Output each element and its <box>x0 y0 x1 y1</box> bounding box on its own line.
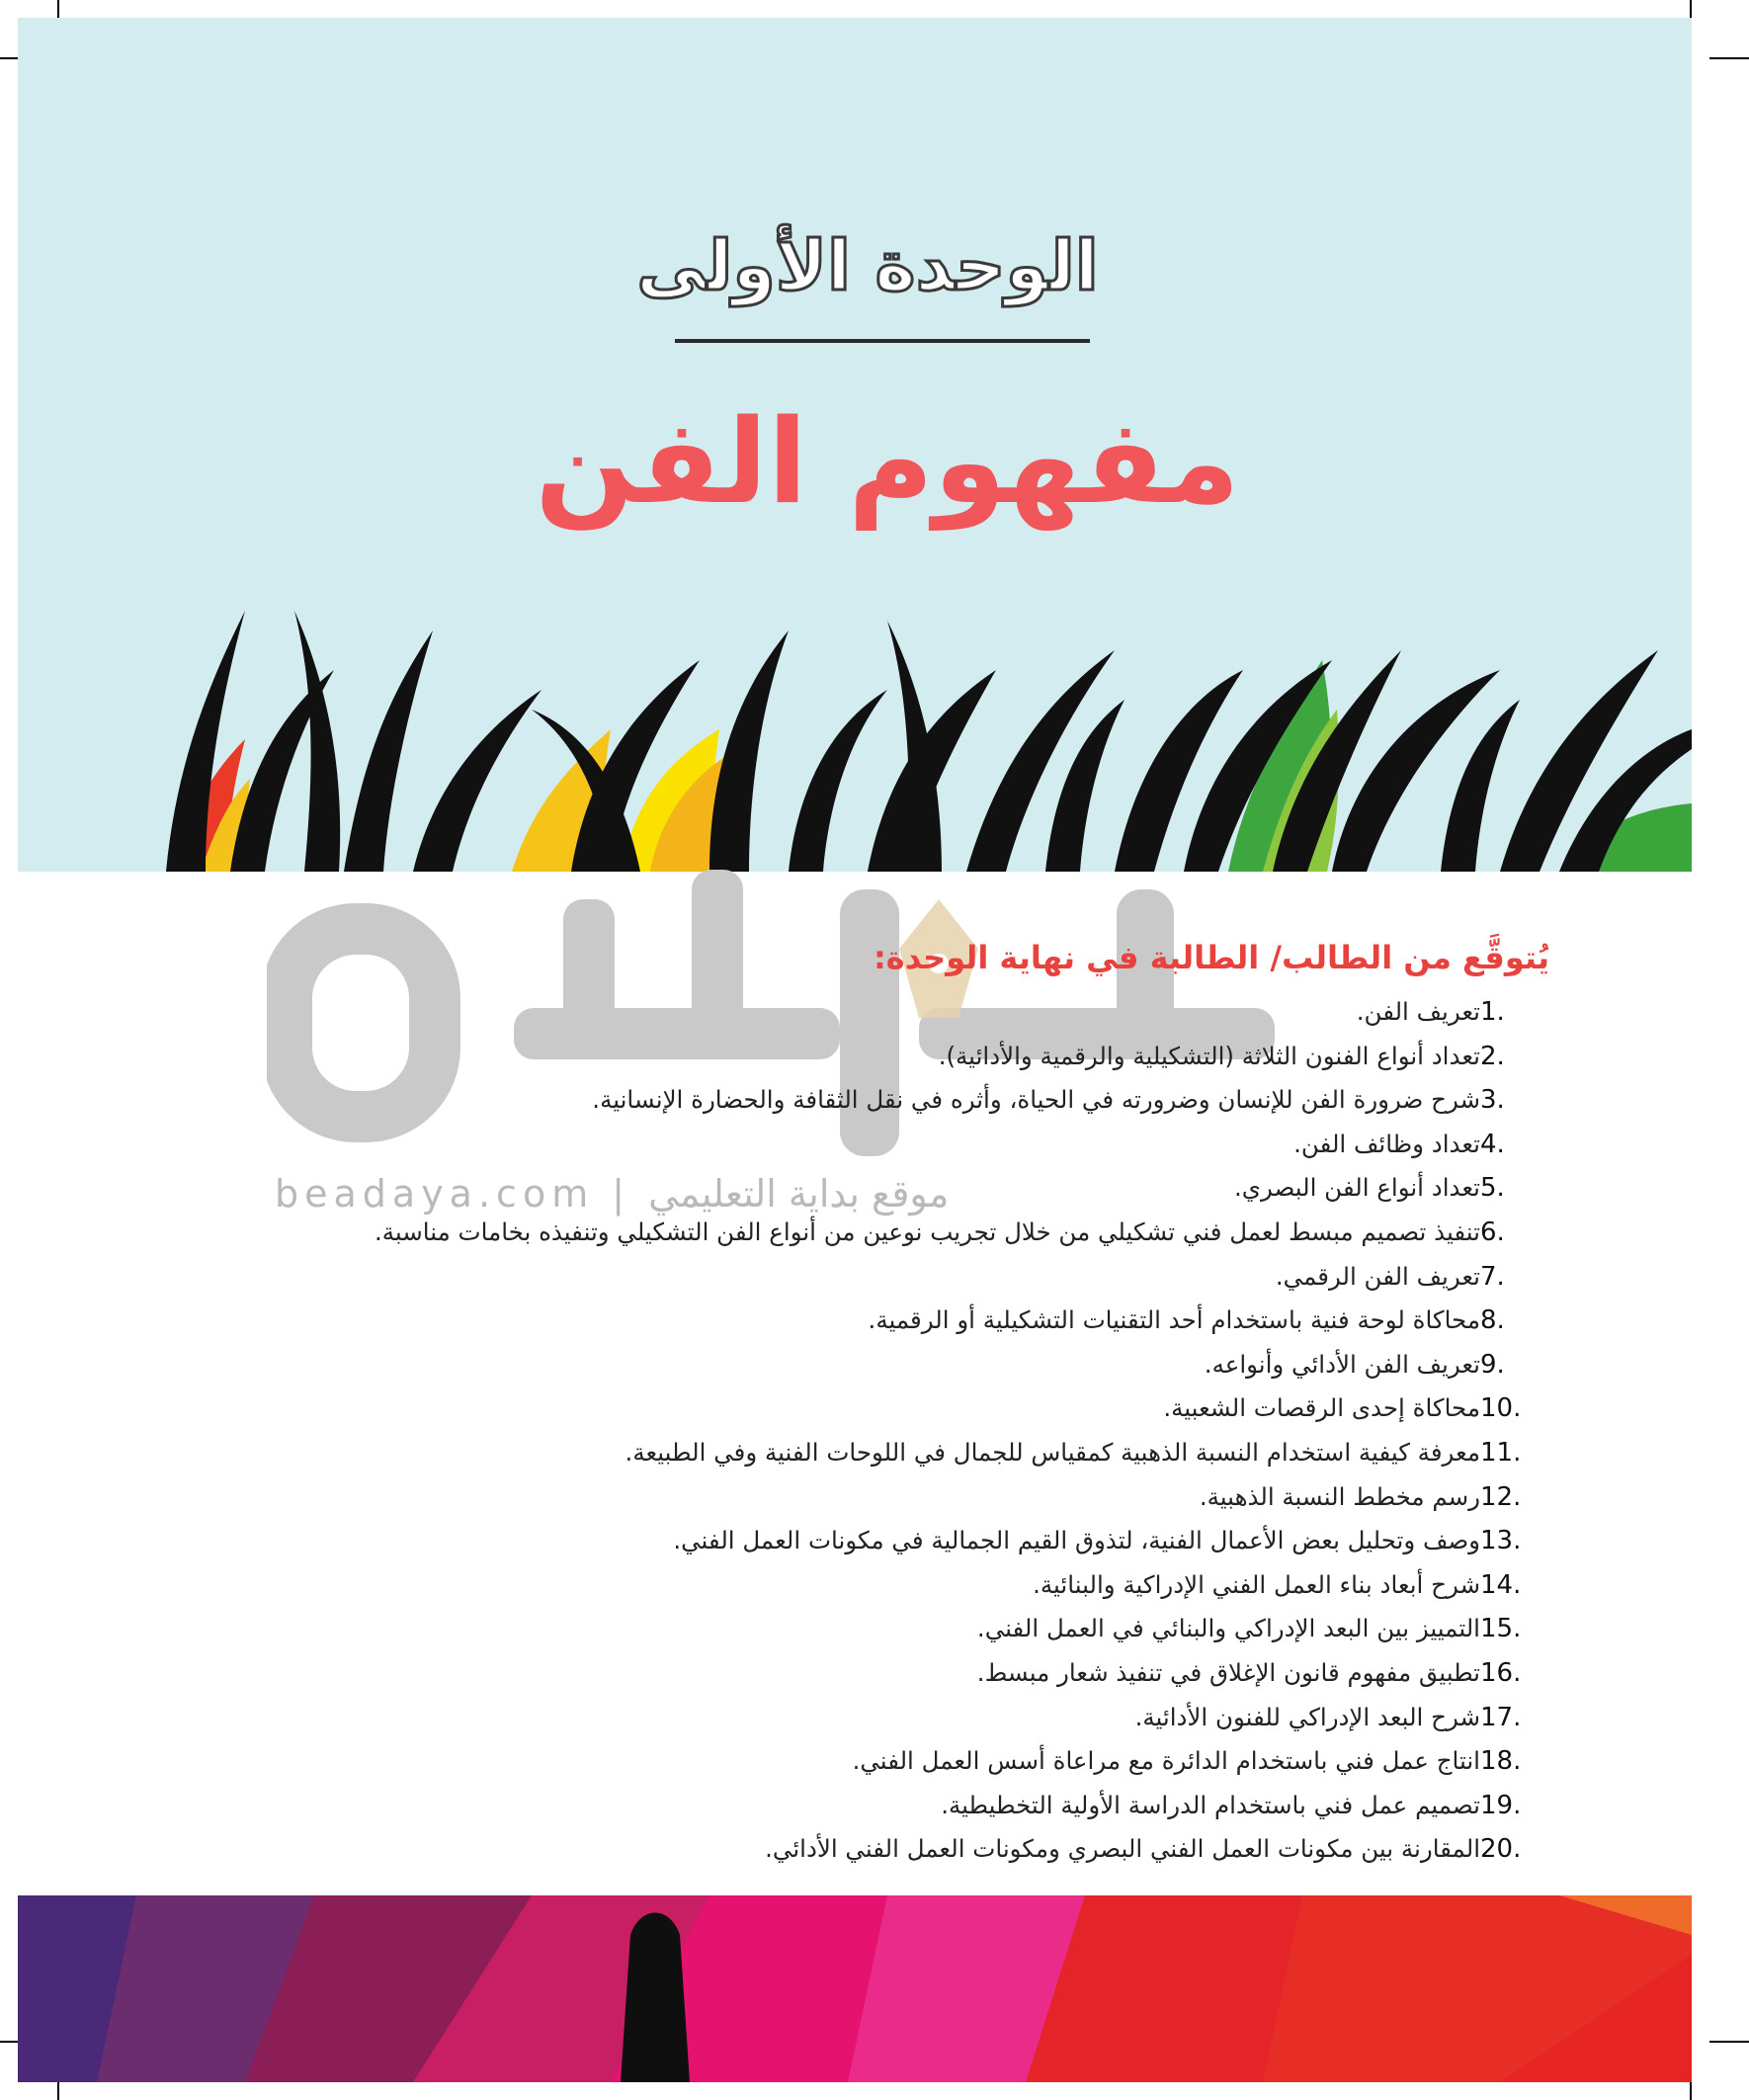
objective-item <box>435 1343 1549 1387</box>
objective-text: تنفيذ تصميم مبسط لعمل فني تشكيلي من خلال تجريب نوعين من أنواع الفن التشكيلي وتنفيذه بخامات مناسبة. <box>374 1217 1480 1246</box>
objective-item <box>435 1827 1549 1872</box>
objective-number: 17. <box>1480 1702 1522 1732</box>
objective-text: شرح أبعاد بناء العمل الفني الإدراكية والبنائية. <box>1033 1569 1480 1599</box>
objective-item <box>374 1211 1549 1255</box>
objective-item <box>435 1607 1549 1651</box>
objective-number: 13. <box>1480 1526 1522 1556</box>
objective-number: 6. <box>1480 1217 1505 1247</box>
unit-header <box>18 18 1692 872</box>
objective-text: التمييز بين البعد الإدراكي والبنائي في العمل الفني. <box>976 1614 1480 1643</box>
objective-text: رسم مخطط النسبة الذهبية. <box>1199 1481 1480 1511</box>
objective-text: محاكاة لوحة فنية باستخدام أحد التقنيات التشكيلية أو الرقمية. <box>868 1305 1480 1335</box>
objectives-list <box>374 990 1549 1872</box>
objective-number: 20. <box>1480 1834 1522 1865</box>
objective-text: تصميم عمل فني باستخدام الدراسة الأولية التخطيطية. <box>941 1790 1480 1819</box>
watermark-url-text: beadaya.com | موقع بداية التعليمي <box>275 1172 950 1216</box>
unit-label: الوحدة الأولى <box>636 225 1099 306</box>
objective-item <box>435 1386 1549 1431</box>
objective-number: 12. <box>1480 1481 1522 1512</box>
objective-number: 15. <box>1480 1614 1522 1644</box>
objective-item <box>435 1035 1549 1079</box>
objective-text: معرفة كيفية استخدام النسبة الذهبية كمقياس للجمال في اللوحات الفنية وفي الطبيعة. <box>625 1437 1480 1467</box>
objective-number: 5. <box>1480 1173 1505 1204</box>
objective-item <box>435 990 1549 1035</box>
unit-objectives <box>374 935 1549 1872</box>
objective-number: 14. <box>1480 1569 1522 1600</box>
objective-text: تعداد أنواع الفن البصري. <box>1234 1173 1480 1203</box>
objective-item <box>435 1299 1549 1343</box>
objective-item <box>435 1784 1549 1828</box>
objective-item <box>435 1166 1549 1211</box>
objective-number: 11. <box>1480 1437 1522 1468</box>
objective-number: 1. <box>1480 997 1505 1027</box>
objective-text: المقارنة بين مكونات العمل الفني البصري ومكونات العمل الفني الأدائي. <box>765 1834 1480 1864</box>
unit-label-divider <box>675 339 1090 343</box>
objective-text: تعداد أنواع الفنون الثلاثة (التشكيلية والرقمية والأدائية). <box>938 1041 1480 1070</box>
objective-text: تعريف الفن الرقمي. <box>1275 1261 1480 1291</box>
objective-number: 10. <box>1480 1393 1522 1424</box>
objective-item <box>435 1123 1549 1167</box>
objective-number: 9. <box>1480 1349 1505 1380</box>
objective-text: تطبيق مفهوم قانون الإغلاق في تنفيذ شعار مبسط. <box>976 1657 1480 1687</box>
footer-color-band <box>18 1895 1692 2082</box>
objective-item <box>435 1696 1549 1740</box>
objective-text: انتاج عمل فني باستخدام الدائرة مع مراعاة أسس العمل الفني. <box>852 1746 1480 1776</box>
objective-text: تعداد وظائف الفن. <box>1293 1129 1480 1158</box>
objective-text: محاكاة إحدى الرقصات الشعبية. <box>1163 1393 1480 1423</box>
objective-text: وصف وتحليل بعض الأعمال الفنية، لتذوق القيم الجمالية في مكونات العمل الفني. <box>673 1526 1480 1555</box>
crop-mark <box>1709 57 1749 59</box>
objective-item <box>435 1651 1549 1696</box>
unit-title: مفهوم الفن <box>535 393 1240 530</box>
objective-number: 3. <box>1480 1085 1505 1116</box>
objective-text: شرح البعد الإدراكي للفنون الأدائية. <box>1134 1702 1480 1731</box>
objective-item <box>435 1519 1549 1563</box>
objective-item <box>435 1563 1549 1608</box>
objective-item <box>435 1255 1549 1300</box>
objective-item <box>435 1431 1549 1475</box>
objective-number: 16. <box>1480 1657 1522 1688</box>
objective-item <box>435 1739 1549 1784</box>
objective-number: 7. <box>1480 1261 1505 1292</box>
objective-number: 8. <box>1480 1305 1505 1336</box>
objective-number: 2. <box>1480 1041 1505 1071</box>
objective-text: تعريف الفن. <box>1356 997 1480 1026</box>
objective-number: 4. <box>1480 1129 1505 1159</box>
objectives-heading: يُتوقَّع من الطالب/ الطالبة في نهاية الوحدة: <box>874 939 1549 976</box>
crop-mark <box>1709 2041 1749 2043</box>
objective-text: تعريف الفن الأدائي وأنواعه. <box>1204 1349 1480 1379</box>
objective-number: 19. <box>1480 1790 1522 1820</box>
objective-text: شرح ضرورة الفن للإنسان وضرورته في الحياة، وأثره في نقل الثقافة والحضارة الإنسانية. <box>592 1085 1480 1115</box>
objective-item <box>435 1078 1549 1123</box>
objective-item <box>435 1475 1549 1520</box>
objective-number: 18. <box>1480 1746 1522 1777</box>
